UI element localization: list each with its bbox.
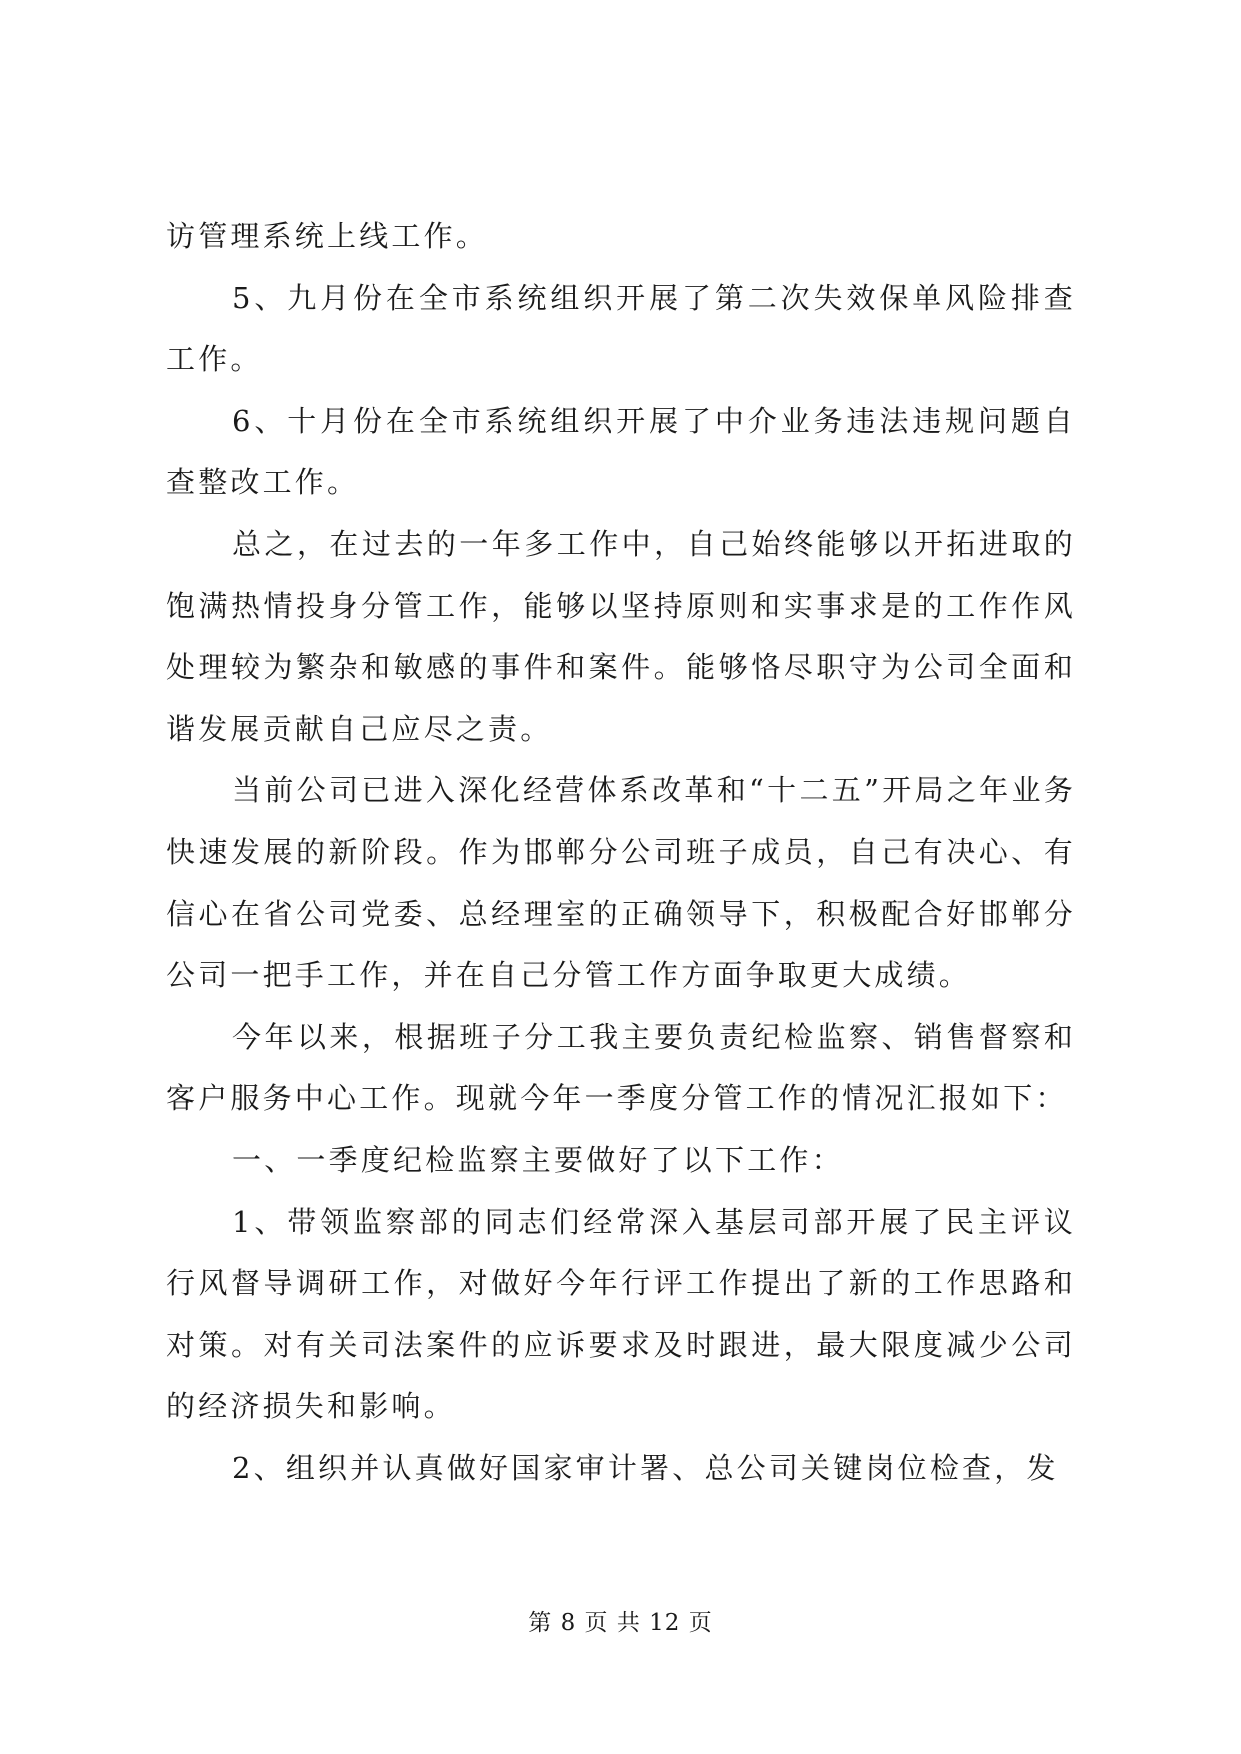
document-body — [166, 206, 1076, 1499]
paragraph-7: 一、一季度纪检监察主要做好了以下工作： — [232, 1142, 844, 1177]
page-number-label: 第 8 页 共 12 页 — [528, 1610, 713, 1636]
paragraph-9: 2、组织并认真做好国家审计署、总公司关键岗位检查，发 — [232, 1450, 1059, 1485]
paragraph-3: 6、十月份在全市系统组织开展了中介业务违法违规问题自查整改工作。 — [166, 403, 1076, 500]
paragraph-2: 5、九月份在全市系统组织开展了第二次失效保单风险排查工作。 — [166, 280, 1076, 377]
page-footer — [0, 1608, 1241, 1638]
paragraph-5: 当前公司已进入深化经营体系改革和“十二五”开局之年业务快速发展的新阶段。作为邯郸分公司班子成员，自己有决心、有信心在省公司党委、总经理室的正确领导下，积极配合好邯郸分公司一把手工作，并在自己分管工作方面争取更大成绩。 — [166, 773, 1076, 993]
paragraph-6: 今年以来，根据班子分工我主要负责纪检监察、销售督察和客户服务中心工作。现就今年一季度分管工作的情况汇报如下： — [166, 1019, 1076, 1116]
paragraph-4: 总之，在过去的一年多工作中，自己始终能够以开拓进取的饱满热情投身分管工作，能够以坚持原则和实事求是的工作作风处理较为繁杂和敏感的事件和案件。能够恪尽职守为公司全面和谐发展贡献自己应尽之责。 — [166, 526, 1076, 746]
paragraph-1: 访管理系统上线工作。 — [166, 219, 489, 253]
paragraph-8: 1、带领监察部的同志们经常深入基层司部开展了民主评议行风督导调研工作，对做好今年行评工作提出了新的工作思路和对策。对有关司法案件的应诉要求及时跟进，最大限度减少公司的经济损失和影响。 — [166, 1204, 1076, 1424]
